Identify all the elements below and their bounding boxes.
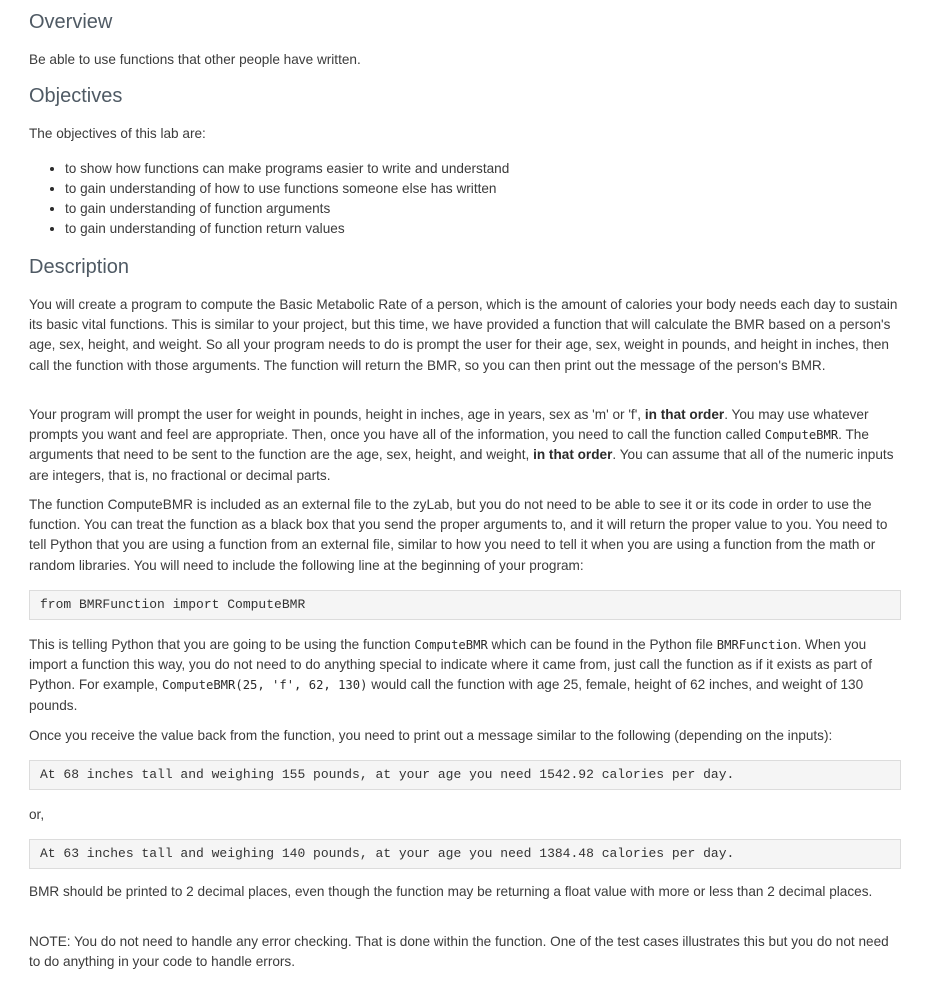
description-paragraph-4: This is telling Python that you are going to be using the function ComputeBMR which can be found in the Python file BMRFunction. When you import a function this way, you do not need to do anything special to indicate where it came from, just call the function as if it exists as part of Python. For example, ComputeBMR(25, 'f', 62, 130) would call the function with age 25, female, height of 62 inches, and weight of 130 pounds.: [29, 637, 872, 713]
overview-text: Be able to use functions that other people have written.: [29, 52, 361, 67]
example-output-block-1: At 68 inches tall and weighing 155 pounds, at your age you need 1542.92 calories per day.: [29, 760, 901, 790]
description-paragraph-7: NOTE: You do not need to handle any error checking. That is done within the function. One of the test cases illustrates this but you do not need to do anything in your code to handle errors.: [29, 934, 889, 970]
objectives-heading: Objectives: [29, 85, 123, 107]
description-heading: Description: [29, 256, 130, 278]
function-name-code: ComputeBMR: [414, 638, 488, 652]
module-name-code: BMRFunction: [716, 638, 798, 652]
objective-item: • to gain understanding of function arguments: [65, 199, 903, 219]
description-paragraph-5: Once you receive the value back from the function, you need to print out a message similar to the following (depending on the inputs):: [29, 728, 833, 743]
objectives-intro: The objectives of this lab are:: [29, 126, 206, 141]
objective-item: • to gain understanding of function return values: [65, 219, 903, 239]
objective-item: • to show how functions can make programs easier to write and understand: [65, 159, 903, 179]
description-paragraph-6: BMR should be printed to 2 decimal places, even though the function may be returning a float value with more or less than 2 decimal places.: [29, 884, 873, 899]
emphasis-in-that-order: in that order: [644, 407, 725, 422]
emphasis-in-that-order: in that order: [533, 447, 613, 463]
description-paragraph-1: You will create a program to compute the Basic Metabolic Rate of a person, which is the amount of calories your body needs each day to sustain its basic vital functions. This is similar to your project, but this time, we have provided a function that will calculate the BMR based on a person's age, sex, height, and weight. So all your program needs to do is prompt the user for their age, sex, weight in pounds, and height in inches, then call the function with those arguments. The function will return the BMR, so you can then print out the message of the person's BMR.: [29, 297, 898, 373]
overview-heading: Overview: [29, 11, 113, 33]
objective-item: • to gain understanding of how to use functions someone else has written: [65, 179, 903, 199]
description-paragraph-3: The function ComputeBMR is included as an external file to the zyLab, but you do not need to be able to see it or its code in order to use the function. You can treat the function as a black box that you send the proper arguments to, and it will return the proper value to you. You need to tell Python that you are using a function from an external file, similar to how you need to tell it when you are using a function from the math or random libraries. You will need to include the following line at the beginning of your program:: [29, 497, 888, 573]
objectives-list: [29, 159, 903, 239]
example-call-code: ComputeBMR(25, 'f', 62, 130): [161, 678, 368, 693]
description-paragraph-2: Your program will prompt the user for weight in pounds, height in inches, age in years, sex as 'm' or 'f', in that order. You may use whatever prompts you want and feel are appropriate. Then, once you have all of the information, you need to call the function called ComputeBMR. The arguments that need to be sent to the function are the age, sex, height, and weight, in that order. You can assume that all of the numeric inputs are integers, that is, no fractional or decimal parts.: [29, 407, 894, 483]
or-text: or,: [29, 807, 45, 822]
function-name-code: ComputeBMR: [764, 428, 839, 443]
example-output-block-2: At 63 inches tall and weighing 140 pounds, at your age you need 1384.48 calories per day.: [29, 839, 901, 869]
import-code-block: from BMRFunction import ComputeBMR: [29, 590, 901, 620]
